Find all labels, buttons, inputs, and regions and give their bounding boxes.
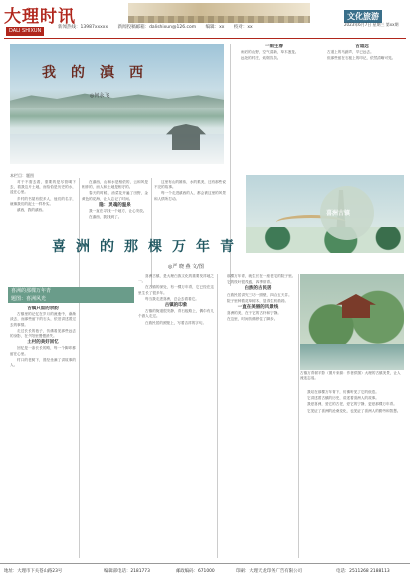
subheading: 古镇的印象 (164, 303, 188, 309)
paragraph: 院子里种着花草树木，显得生机勃勃。 (227, 298, 289, 303)
circle-text: 喜洲古镇 (326, 210, 351, 217)
garden-photo (300, 274, 404, 370)
paragraph: 乡村的书屋有很多人，他们的名字，就像我们的泥土一样朴实。 (10, 196, 76, 206)
ribbon-line: 题图：喜洲风光 (11, 296, 47, 302)
header-info-item: 编辑：xx (205, 25, 225, 30)
paragraph: 雨后的山野，空气清新，草木葱茏。 (241, 50, 299, 55)
paragraph: 古镇的街道很安静，青石板路上，偶尔有几个游人走过。 (138, 309, 214, 319)
article2-byline: ◎严 晓 燕 文/图 (168, 264, 204, 270)
header-info-item: 新闻投稿邮箱：dalishixun@126.com (117, 25, 197, 30)
article1-column-5 (320, 44, 404, 172)
article1-column-2 (82, 180, 148, 286)
paragraph: 古道上的马蹄声，早已远去。 (327, 50, 374, 55)
article1-column-3 (154, 180, 226, 286)
subheading: 隐：灵魂的温泉 (99, 202, 131, 208)
paragraph: 春天的时候，油菜花开遍了田野，金黄色的花海，让人忘记了时间。 (82, 191, 148, 201)
subheading: 一直在美丽的风景线 (237, 305, 279, 311)
column-divider (151, 178, 152, 288)
footer-address: 地址：大理市下关苍山路23号 (4, 569, 63, 574)
hills-shape (10, 90, 224, 108)
paragraph: 我站在那棵万年青下，仿佛听见了它的低语。 (307, 390, 379, 394)
article1-column-1b (10, 306, 76, 556)
article2-column-1 (138, 274, 214, 558)
paragraph: 喜洲古镇，是大理白族文化的重要发祥地之一。 (138, 274, 214, 284)
header-banner-image (128, 3, 310, 23)
article1-column-1 (10, 180, 76, 286)
article1-caption: 本栏目：题图 (10, 173, 34, 178)
page-footer (0, 563, 410, 577)
trees-shape (246, 227, 404, 253)
pavilion-shape (336, 294, 376, 318)
paragraph: 在古镇的深处，有一棵万年青，它已经在这里生长了很多年。 (138, 285, 214, 295)
subheading: 古道远 (355, 44, 369, 49)
paragraph: 走过长长的巷子，仿佛看见那些远去的身影，在夕阳里慢慢消失。 (10, 328, 76, 339)
paragraph: 白族民居讲究三坊一照壁，四合五天井。 (227, 292, 292, 297)
page-header (0, 0, 410, 40)
article2-column-3 (300, 390, 404, 558)
decorative-circle (320, 186, 374, 240)
subheading: 一雨生春 (265, 44, 283, 49)
column-divider (217, 274, 218, 558)
masthead-subtitle: DALI SHIXUN (6, 27, 44, 36)
paragraph: 远处的村庄，炊烟袅袅。 (241, 56, 281, 61)
paragraph: 它讲述着古镇的历史，讲述着喜洲人的故事。 (307, 396, 379, 401)
paragraph: 这里有山的雄伟，水的柔美，还有那些说不完的故事。 (154, 180, 226, 190)
paragraph: 在滇西，山和水是相依的，云和风是相伴的，而人和土地是相守的。 (82, 180, 148, 190)
article1-title: 我的滇西 (42, 65, 158, 81)
section-label: 文化旅游 (344, 10, 382, 23)
paragraph: 古镇里的记忆在岁月的流逝中，渐渐淡去，而那些留下的石头，依旧讲述着过去的事情。 (10, 312, 76, 327)
pond-shape (300, 344, 404, 370)
article2-title: 喜洲的那棵万年青 (52, 239, 244, 255)
paragraph: 我爱喜洲，爱它的古老，爱它的宁静，更爱那棵万年青。 (307, 402, 397, 407)
paragraph: 回忆是一条长长的路，每一个脚印都留在心里。 (10, 346, 76, 356)
article1-byline: ◎何永飞 (90, 93, 110, 99)
ribbon-line: 喜洲的那棵万年青 (11, 288, 52, 294)
footer-postcode: 邮政编码：671000 (176, 569, 215, 574)
subheading: 白族的古民居 (244, 286, 272, 292)
pavilion-shape (166, 124, 206, 150)
paragraph: 每一个走进滇西的人，都会被这里的风景和人情所打动。 (154, 191, 226, 201)
paragraph: 喜洲的美，在于它的古朴和宁静。 (227, 311, 281, 316)
paragraph: 每当我走进喜洲，总会去看看它。 (145, 296, 199, 301)
article2-column-2 (220, 274, 296, 558)
issue-date: 2023年6月7日 星期三 第xx期 (344, 22, 399, 27)
header-rule (4, 38, 406, 39)
footer-edit-phone: 编辑部电话：2181773 (104, 569, 150, 574)
paragraph: 但那些留在石板上的印记，依然清晰可见。 (327, 56, 396, 61)
paragraph: 白族民居的照壁上，写着吉祥的字句。 (145, 320, 207, 325)
subheading: 古镇只留的余韵 (27, 306, 59, 311)
paragraph: 它的枝叶很茂盛，四季常青。 (227, 280, 274, 285)
paragraph: 滇西，我的滇西。 (17, 208, 46, 213)
paragraph: 村口的老树下，曾经坐满了讲故事的人。 (10, 357, 76, 368)
footer-ad-phone: 电话：2511268 2188113 (336, 569, 390, 574)
paragraph: 那棵万年青，就生长在一座老宅的院子里。 (227, 274, 296, 278)
masthead: 大理时讯 (4, 7, 76, 27)
paragraph: 我一直在寻找一个地方，让心安放。 (89, 209, 147, 214)
article1-column-4 (234, 44, 314, 172)
paragraph: 在这里，时间仿佛停住了脚步。 (227, 317, 278, 322)
garden-caption: 古镇万青树平影（图片来源：作者供图）大理的古镇美景，让人流连忘返。 (300, 371, 401, 380)
header-info-item: 校对：xx (233, 25, 253, 30)
header-info (58, 24, 261, 30)
column-divider (79, 178, 80, 558)
article-ribbon (8, 287, 134, 303)
paragraph: 它见证了喜洲的沧桑变化，也见证了喜洲人的勤劳和智慧。 (307, 408, 401, 413)
subheading: 土村的美好回忆 (27, 340, 59, 346)
paragraph: 在滇西，我找到了。 (89, 215, 122, 220)
header-info-item: 新闻热线：13987xxxxx (58, 25, 109, 30)
column-divider (298, 274, 299, 558)
paragraph: 对于不需去看，需要的是尽管喝下去，看我这片土地，而恰恰是历史的水，浸在心里。 (10, 180, 76, 195)
footer-printer: 印刷：大理天龙印务广告有限公司 (236, 569, 302, 574)
